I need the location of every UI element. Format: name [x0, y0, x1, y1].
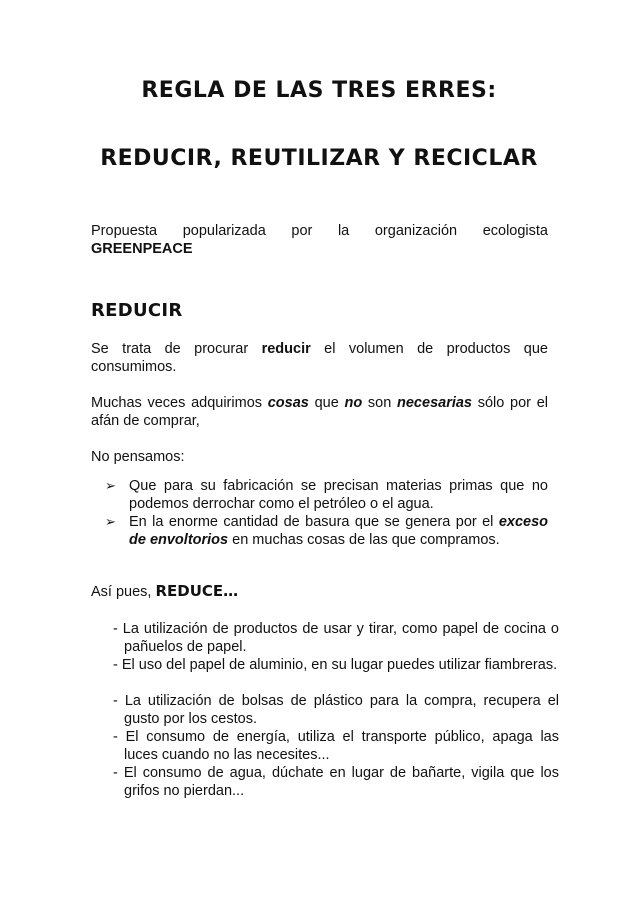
arrow-bullet-icon: ➢ — [105, 514, 116, 529]
dash-item: - El consumo de energía, utiliza el transporte público, apaga las luces cuando no las necesites... — [113, 729, 559, 763]
bullet-item — [105, 513, 548, 549]
organization-name: GREENPEACE — [91, 241, 193, 257]
paragraph-no-pensamos: No pensamos: — [91, 449, 185, 465]
intro-word: popularizada — [182, 223, 266, 239]
emphasis-no: no — [344, 395, 363, 411]
section-heading: REDUCIR — [91, 300, 183, 321]
intro-paragraph — [91, 222, 548, 258]
text: son — [362, 395, 398, 411]
bullet-text — [129, 513, 548, 549]
intro-word: por — [291, 223, 313, 239]
intro-word: organización — [374, 223, 458, 239]
dash-item: - La utilización de productos de usar y tirar, como papel de cocina o pañuelos de papel. — [113, 621, 559, 655]
emphasis-necesarias: necesarias — [397, 395, 472, 411]
emphasis-reducir: reducir — [261, 341, 311, 357]
title-line-1: REGLA DE LAS TRES ERRES: — [141, 78, 497, 103]
text: Así pues, — [91, 584, 156, 600]
intro-word: ecologista — [482, 223, 548, 239]
text: en muchas cosas de las que compramos. — [228, 532, 500, 548]
paragraph-compras — [91, 394, 548, 430]
dash-item: - El consumo de agua, dúchate en lugar de bañarte, vigila que los grifos no pierdan... — [113, 765, 559, 799]
reduce-heading: REDUCE… — [155, 582, 239, 600]
text: sólo por el afán de comprar, — [91, 395, 548, 429]
paragraph-reduce — [91, 582, 548, 601]
text: Se trata de procurar — [91, 341, 262, 357]
intro-word: Propuesta — [91, 223, 158, 239]
text: el volumen de productos que consumimos. — [91, 341, 548, 375]
bullet-item — [105, 477, 548, 513]
dash-item: - La utilización de bolsas de plástico para la compra, recupera el gusto por los cestos. — [113, 693, 559, 727]
emphasis-exceso: exceso de envoltorios — [129, 514, 548, 548]
intro-word: la — [337, 223, 350, 239]
intro-first-line — [91, 222, 548, 240]
paragraph-reducir — [91, 340, 548, 376]
emphasis-cosas: cosas — [267, 395, 309, 411]
bullet-text: Que para su fabricación se precisan materias primas que no podemos derrochar como el petróleo o el agua. — [129, 478, 548, 512]
title-line-2: REDUCIR, REUTILIZAR Y RECICLAR — [100, 146, 538, 171]
text: que — [308, 395, 345, 411]
arrow-bullet-icon: ➢ — [105, 478, 116, 493]
text: Muchas veces adquirimos — [91, 395, 268, 411]
text: En la enorme cantidad de basura que se genera por el — [129, 514, 499, 530]
dash-item: - El uso del papel de aluminio, en su lugar puedes utilizar fiambreras. — [113, 657, 558, 673]
